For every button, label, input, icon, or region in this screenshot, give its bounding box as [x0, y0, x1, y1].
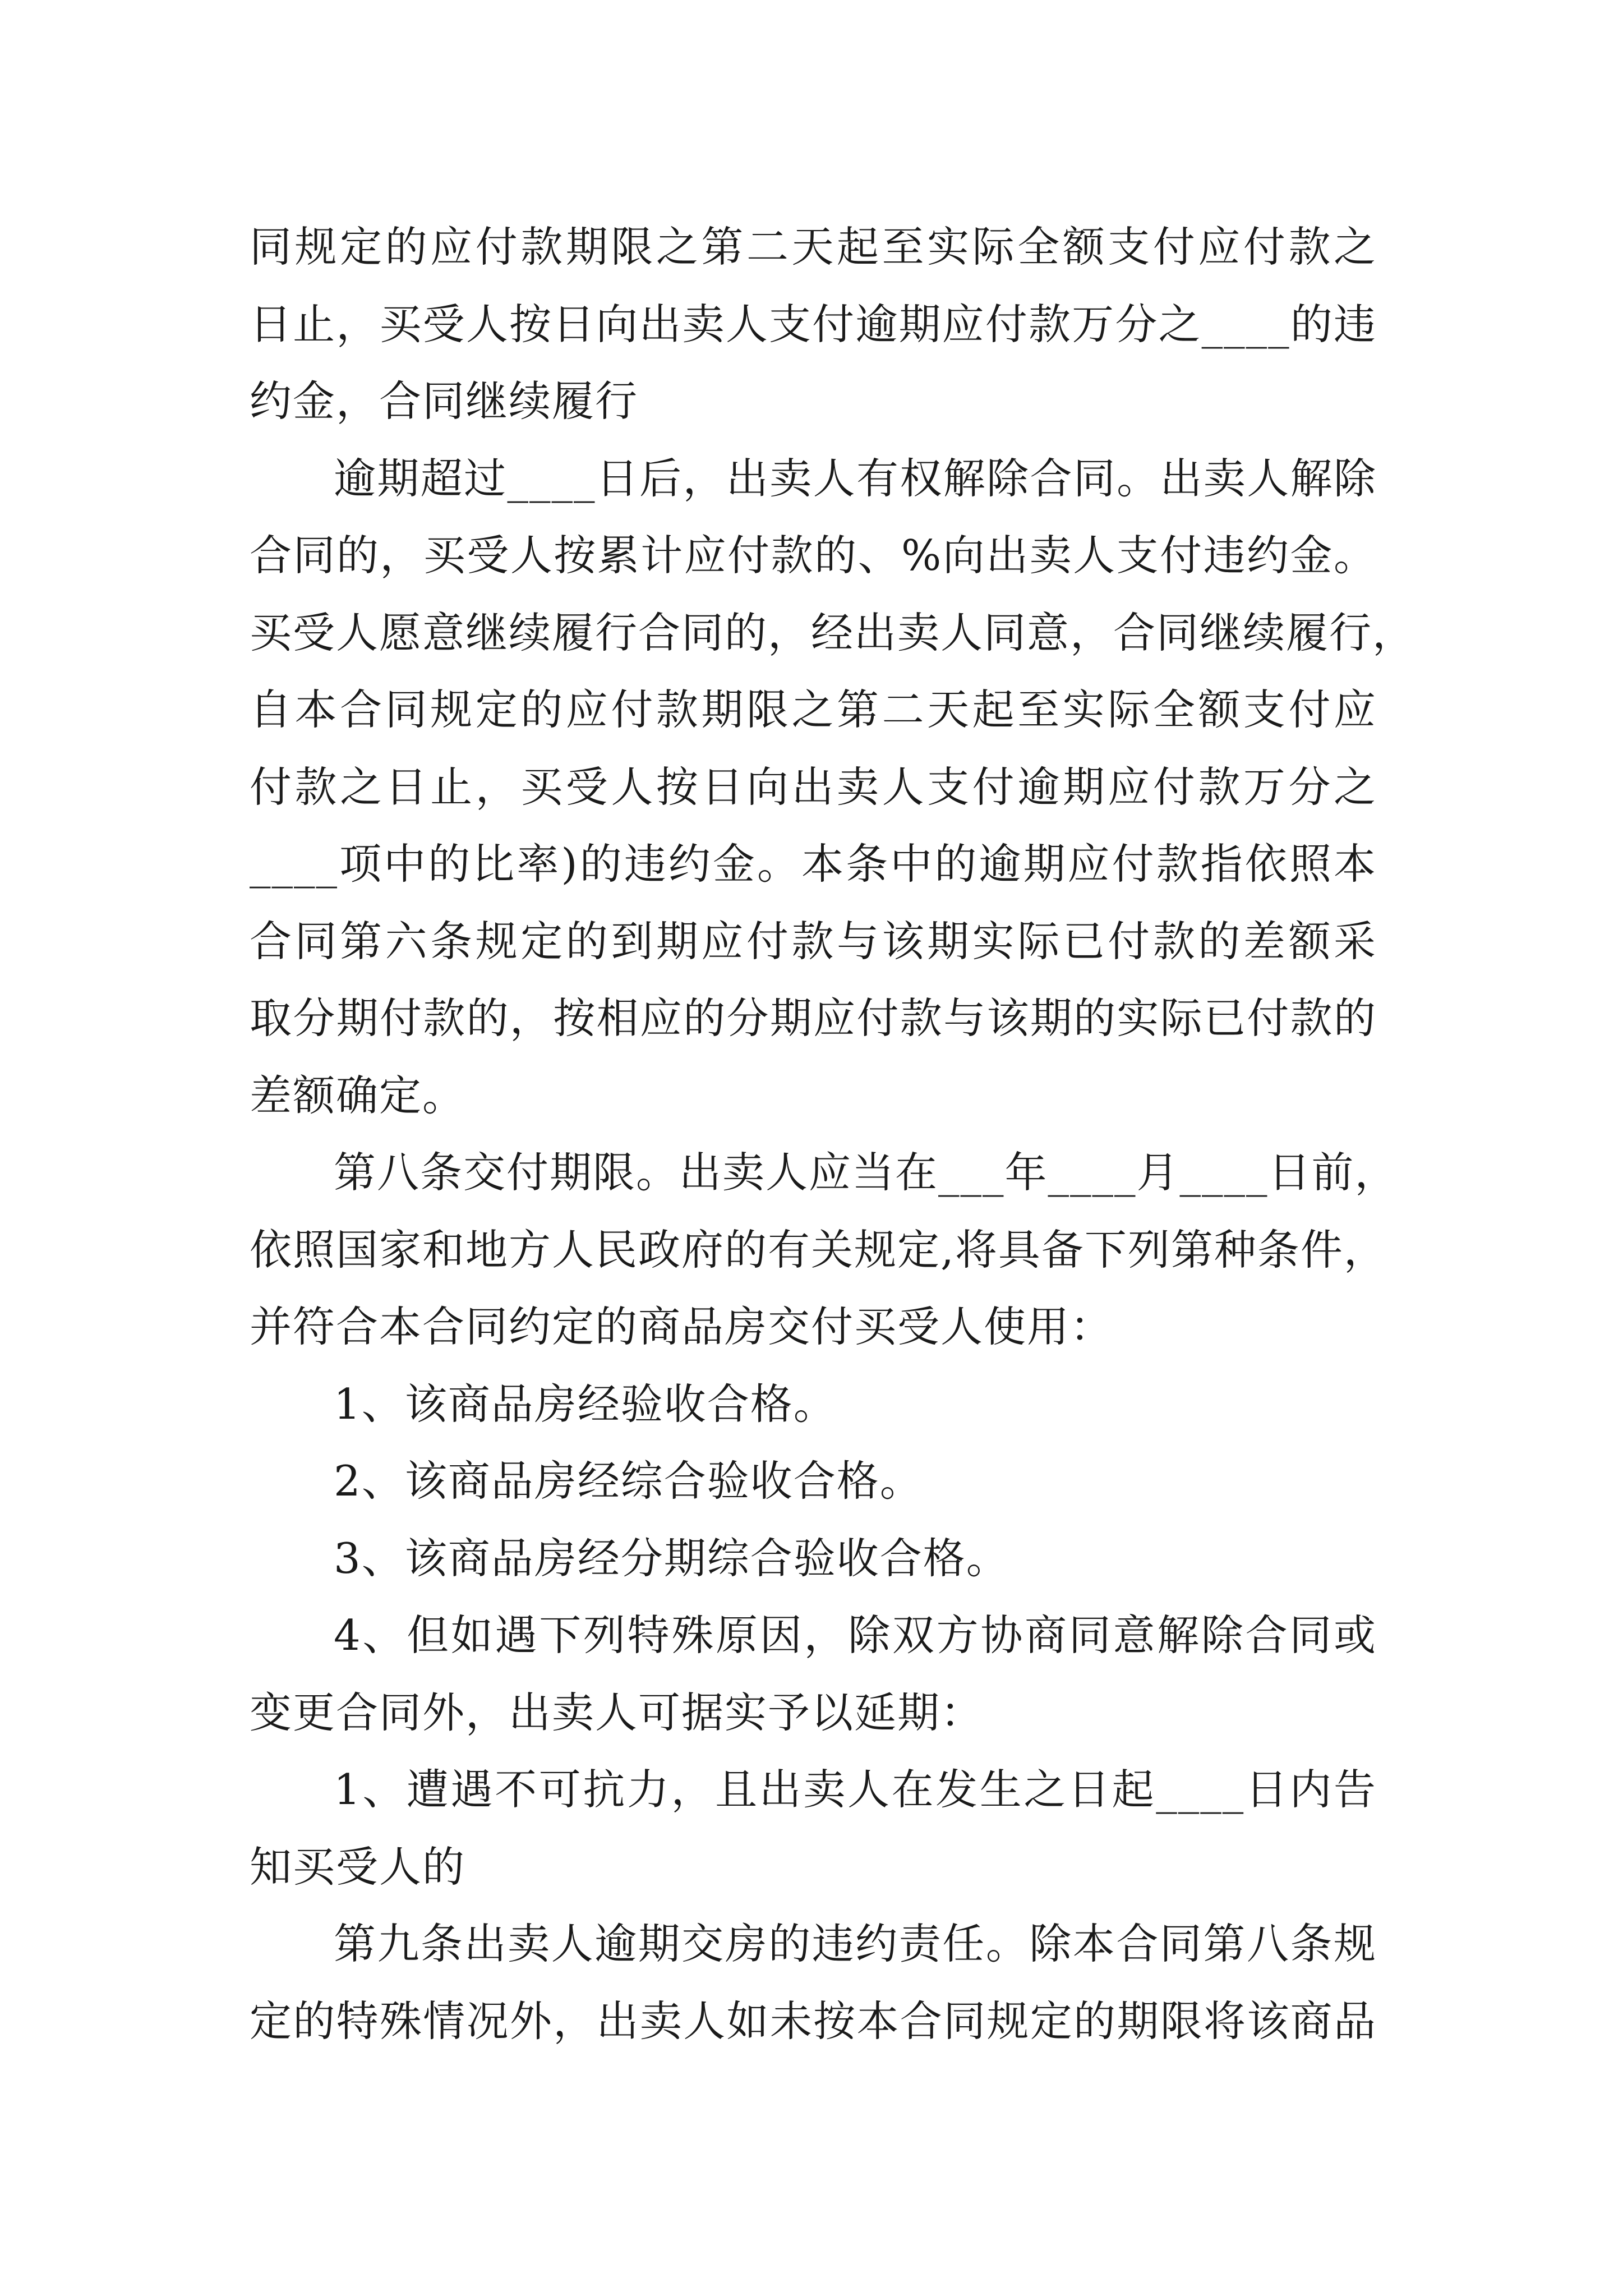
text-line: 逾期超过____日后，出卖人有权解除合同。出卖人解除 [334, 453, 1377, 503]
text-line: 买受人愿意继续履行合同的，经出卖人同意，合同继续履行， [250, 608, 1416, 657]
text-line: 合同第六条规定的到期应付款与该期实际已付款的差额采 [250, 916, 1377, 966]
text-line: 知买受人的 [250, 1842, 466, 1892]
document-body [250, 209, 1416, 2060]
text-line: 差额确定。 [250, 1070, 466, 1120]
text-line: 定的特殊情况外，出卖人如未按本合同规定的期限将该商品 [250, 1996, 1377, 2046]
text-line: 依照国家和地方人民政府的有关规定,将具备下列第种条件， [250, 1225, 1387, 1274]
text-line: 同规定的应付款期限之第二天起至实际全额支付应付款之 [250, 222, 1377, 272]
text-line: ____项中的比率)的违约金。本条中的逾期应付款指依照本 [250, 839, 1377, 889]
text-line: 约金，合同继续履行 [250, 376, 639, 426]
list-item: 1、遭遇不可抗力，且出卖人在发生之日起____日内告 [334, 1765, 1377, 1814]
text-line: 取分期付款的，按相应的分期应付款与该期的实际已付款的 [250, 993, 1377, 1043]
text-line: 第九条出卖人逾期交房的违约责任。除本合同第八条规 [334, 1919, 1377, 1968]
list-item: 4、但如遇下列特殊原因，除双方协商同意解除合同或 [334, 1611, 1377, 1660]
text-line: 付款之日止，买受人按日向出卖人支付逾期应付款万分之 [250, 762, 1377, 812]
text-line: 并符合本合同约定的商品房交付买受人使用： [250, 1302, 1114, 1351]
list-item: 2、该商品房经综合验收合格。 [334, 1456, 923, 1506]
list-item: 1、该商品房经验收合格。 [334, 1379, 837, 1429]
text-line: 第八条交付期限。出卖人应当在___年____月____日前， [334, 1148, 1398, 1197]
text-line: 变更合同外，出卖人可据实予以延期： [250, 1687, 984, 1737]
text-line: 合同的，买受人按累计应付款的、%向出卖人支付违约金。 [250, 531, 1377, 580]
text-line: 自本合同规定的应付款期限之第二天起至实际全额支付应 [250, 685, 1377, 734]
text-line: 日止，买受人按日向出卖人支付逾期应付款万分之____的违 [250, 299, 1377, 349]
list-item: 3、该商品房经分期综合验收合格。 [334, 1533, 1009, 1583]
